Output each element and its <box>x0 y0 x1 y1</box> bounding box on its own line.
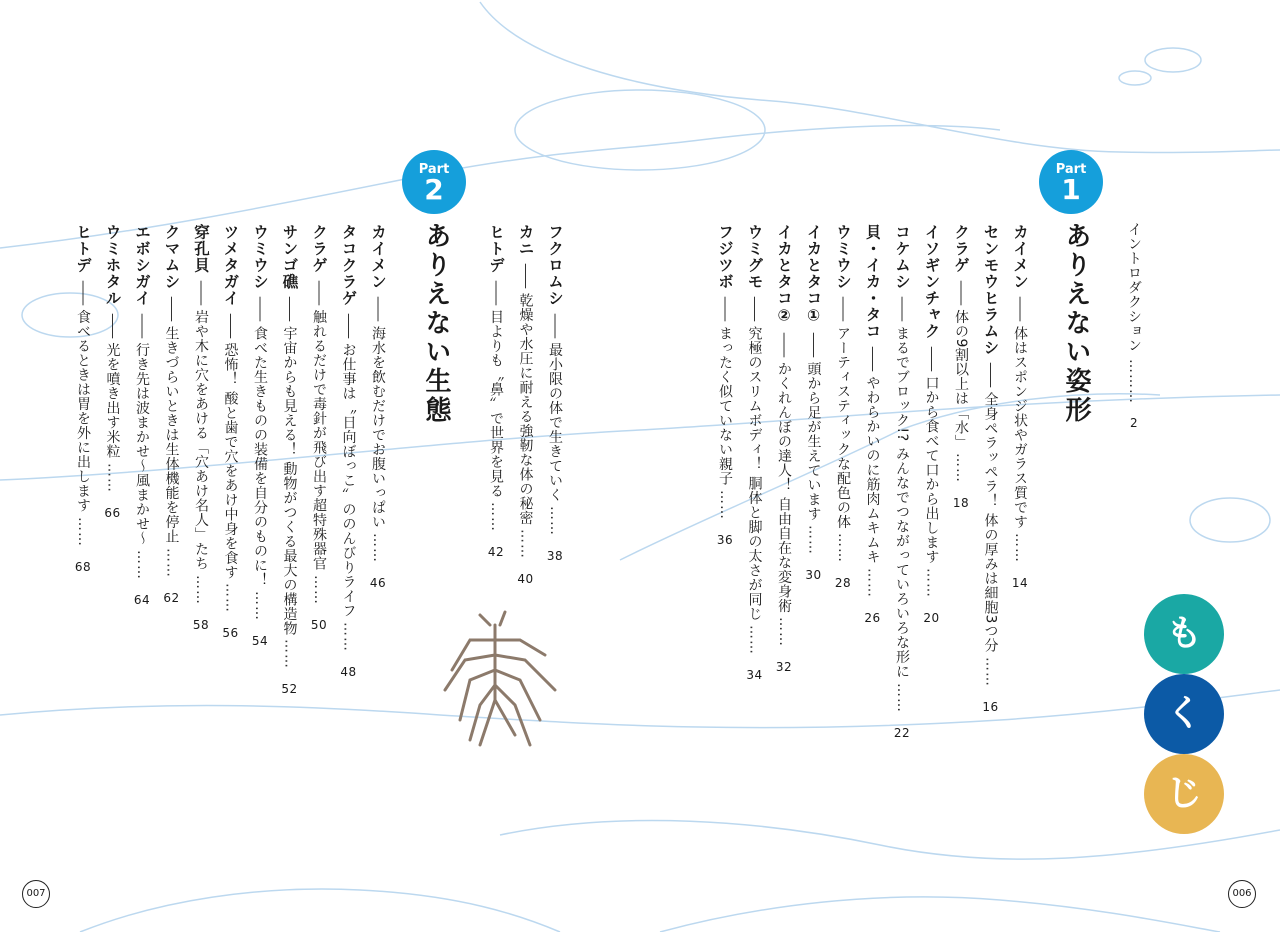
entry-page: 66 <box>104 505 121 520</box>
toc-entry[interactable] <box>103 224 123 523</box>
entry-subtitle: 食べた生きものの装備を自分のものに！ <box>252 326 268 587</box>
entry-leader: …… <box>340 622 357 652</box>
entry-dash: —— <box>252 296 268 320</box>
intro-title: イントロダクション <box>1126 222 1142 353</box>
part-label: Part <box>418 162 450 177</box>
entry-subtitle: 究極のスリムボディ！ 胴体と脚の太さが同じ <box>746 326 763 621</box>
entry-subtitle: 行き先は波まかせ〜風まかせ〜 <box>134 342 150 546</box>
entry-page: 48 <box>340 665 357 679</box>
entry-subtitle: まったく似ていない親子 <box>717 326 733 486</box>
entry-leader: …… <box>517 529 534 559</box>
entry-dash: —— <box>864 345 881 370</box>
entry-leader: …… <box>835 533 851 563</box>
entry-leader: …… <box>547 506 563 536</box>
entry-leader: …… <box>134 549 150 580</box>
entry-page: 34 <box>746 667 763 682</box>
entry-leader: …… <box>776 616 792 647</box>
entry-title: ヒトデ <box>74 224 92 274</box>
entry-dash: —— <box>222 312 239 337</box>
entry-title: タコクラゲ <box>339 224 358 307</box>
entry-title: ウミグモ <box>745 224 764 290</box>
entry-page: 14 <box>1011 576 1029 590</box>
folio-left: 007 <box>22 880 50 908</box>
entry-subtitle: アーティスティックな配色の体 <box>835 326 851 529</box>
toc-entry[interactable] <box>774 224 794 677</box>
part-label: Part <box>1055 162 1087 177</box>
entry-dash: —— <box>805 331 822 356</box>
entry-page: 22 <box>893 725 911 740</box>
entry-leader: …… <box>75 516 91 547</box>
folio-right: 006 <box>1228 880 1256 908</box>
entry-page: 32 <box>775 659 793 674</box>
entry-page: 54 <box>251 634 269 648</box>
toc-entry[interactable] <box>191 224 211 635</box>
entry-dash: —— <box>193 279 209 304</box>
entry-page: 52 <box>281 682 298 697</box>
intro-entry[interactable] <box>1124 222 1144 430</box>
entry-title: クラゲ <box>310 224 328 274</box>
wave-bubble <box>1119 71 1151 85</box>
toc-entry[interactable] <box>863 224 883 628</box>
entry-dash: —— <box>717 296 733 320</box>
entry-page: 20 <box>923 611 940 625</box>
entry-subtitle: 岩や木に穴をあける「穴あけ名人」たち <box>193 309 209 571</box>
entry-dash: —— <box>953 279 969 304</box>
entry-leader: …… <box>488 502 504 532</box>
entry-dash: —— <box>340 312 357 337</box>
toc-entry[interactable] <box>309 224 329 635</box>
toc-entry[interactable] <box>892 224 912 743</box>
entry-dash: —— <box>982 362 999 386</box>
entry-subtitle: 体の9割以上は「水」 <box>953 309 969 450</box>
toc-entry[interactable] <box>280 224 300 699</box>
entry-dash: —— <box>746 296 763 320</box>
wave-line <box>0 690 1280 728</box>
entry-subtitle: 海水を飲むだけでお腹いっぱい <box>370 326 386 529</box>
entry-leader: …… <box>222 583 239 614</box>
toc-entry[interactable] <box>516 224 536 589</box>
entry-leader: …… <box>370 533 386 563</box>
toc-entry[interactable] <box>339 224 359 682</box>
entry-page: 46 <box>369 576 387 590</box>
entry-dash: —— <box>517 263 534 287</box>
entry-leader: …… <box>864 568 881 598</box>
toc-entry[interactable] <box>73 224 93 577</box>
part2-heading: ありえない生態 <box>421 222 451 425</box>
entry-page: 68 <box>74 559 92 574</box>
entry-dash: —— <box>923 345 940 370</box>
entry-title: クマムシ <box>162 224 181 290</box>
entry-leader: …… <box>104 462 121 493</box>
wave-line <box>80 889 560 932</box>
entry-subtitle: 目よりも〝鼻〟で世界を見る <box>488 309 504 498</box>
entry-title: コケムシ <box>893 224 911 290</box>
toc-entry[interactable] <box>745 224 765 685</box>
entry-title: ツメタガイ <box>221 224 240 307</box>
toc-title-mo: も <box>1144 594 1224 674</box>
entry-leader: …… <box>252 591 268 621</box>
entry-title: エボシガイ <box>133 224 151 307</box>
entry-leader: …… <box>1012 533 1028 563</box>
entry-page: 36 <box>716 532 734 547</box>
entry-title: ウミウシ <box>834 224 852 290</box>
toc-entry[interactable] <box>132 224 152 610</box>
entry-subtitle: 体はスポンジ状やガラス質です <box>1012 326 1028 529</box>
entry-leader: …… <box>163 547 180 578</box>
entry-subtitle: 触れるだけで毒針が飛び出す超特殊器官 <box>311 309 327 571</box>
toc-entry[interactable] <box>715 224 735 550</box>
entry-title: カニ <box>516 224 535 257</box>
toc-entry[interactable] <box>1010 224 1030 593</box>
entry-subtitle: お仕事は〝日向ぼっこ〟ののんびりライフ <box>340 342 357 618</box>
sea-spider-illustration <box>445 612 555 745</box>
toc-entry[interactable] <box>804 224 824 585</box>
toc-entry[interactable] <box>250 224 270 651</box>
toc-entry[interactable] <box>368 224 388 593</box>
entry-page: 30 <box>805 568 822 582</box>
toc-entry[interactable] <box>486 224 506 562</box>
toc-entry[interactable] <box>833 224 853 593</box>
entry-dash: —— <box>547 312 563 337</box>
entry-title: カイメン <box>369 224 387 290</box>
entry-page: 42 <box>487 545 505 559</box>
entry-dash: —— <box>311 279 327 304</box>
entry-dash: —— <box>776 331 792 356</box>
entry-title: サンゴ礁 <box>280 224 299 290</box>
entry-page: 58 <box>192 617 210 632</box>
toc-entry[interactable] <box>951 224 971 513</box>
entry-subtitle: 乾燥や水圧に耐える強靭な体の秘密 <box>517 293 534 525</box>
toc-entry[interactable] <box>981 224 1001 717</box>
entry-subtitle: やわらかいのに筋肉ムキムキ <box>864 375 881 564</box>
entry-title: ヒトデ <box>487 224 505 274</box>
entry-page: 16 <box>982 699 999 714</box>
entry-title: センモウヒラムシ <box>981 224 1000 356</box>
entry-page: 40 <box>517 572 534 586</box>
entry-page: 28 <box>834 576 852 590</box>
entry-subtitle: かくれんぼの達人！ 自由自在な変身術 <box>776 361 792 613</box>
part-number: 2 <box>424 173 444 206</box>
entry-leader: …… <box>193 574 209 605</box>
entry-dash: —— <box>370 296 386 320</box>
entry-page: 56 <box>222 626 239 641</box>
entry-title: 貝・イカ・タコ <box>863 224 882 340</box>
entry-leader: …… <box>746 624 763 655</box>
entry-page: 18 <box>952 496 970 511</box>
entry-subtitle: 食べるときは胃を外に出します <box>75 309 91 513</box>
entry-page: 38 <box>546 549 564 563</box>
entry-page: 50 <box>310 617 328 632</box>
entry-subtitle: 宇宙からも見える！ 動物がつくる最大の構造物 <box>281 326 298 636</box>
entry-dash: —— <box>1012 296 1028 320</box>
entry-page: 64 <box>133 592 151 607</box>
entry-title: ウミウシ <box>251 224 269 290</box>
wave-bubble <box>1145 48 1201 72</box>
part-number: 1 <box>1061 173 1081 206</box>
toc-title-ku: く <box>1144 674 1224 754</box>
entry-title: ウミホタル <box>103 224 122 307</box>
entry-dash: —— <box>835 296 851 320</box>
toc-entry[interactable] <box>545 224 565 566</box>
entry-leader: …… <box>281 639 298 670</box>
entry-leader: …… <box>953 453 969 484</box>
wave-line <box>480 2 1280 153</box>
entry-subtitle: 恐怖！ 酸と歯で穴をあけ中身を食す <box>222 342 239 580</box>
entry-subtitle: まるでブロック!? みんなでつながっていろいろな形に <box>894 326 910 679</box>
entry-dash: —— <box>281 296 298 320</box>
entry-leader: …… <box>717 489 733 520</box>
entry-leader: …… <box>805 525 822 555</box>
entry-dash: —— <box>894 296 910 320</box>
toc-entry[interactable] <box>922 224 942 628</box>
entry-title: フジツボ <box>716 224 734 290</box>
entry-subtitle: 最小限の体で生きていく <box>547 342 563 502</box>
entry-leader: …… <box>894 682 910 713</box>
entry-title: 穿孔貝 <box>192 224 210 274</box>
entry-title: イカとタコ① <box>804 224 823 326</box>
entry-leader: …… <box>311 574 327 605</box>
toc-title-ji: じ <box>1144 754 1224 834</box>
entry-leader: …… <box>923 568 940 598</box>
entry-dash: —— <box>75 279 91 304</box>
entry-page: 62 <box>163 590 180 605</box>
wave-bubble <box>515 90 765 170</box>
entry-title: フクロムシ <box>546 224 564 307</box>
wave-line <box>660 897 1220 932</box>
intro-page: 2 <box>1129 415 1139 430</box>
entry-dash: —— <box>104 312 121 337</box>
toc-entry[interactable] <box>221 224 241 643</box>
entry-dash: —— <box>163 296 180 320</box>
entry-title: イカとタコ② <box>775 224 793 326</box>
entry-subtitle: 全身ペラッペラ！ 体の厚みは細胞3つ分 <box>982 392 999 653</box>
entry-title: クラゲ <box>952 224 970 274</box>
entry-dash: —— <box>134 312 150 337</box>
toc-entry[interactable] <box>162 224 182 608</box>
entry-subtitle: 光を噴き出す米粒 <box>104 342 121 459</box>
entry-page: 26 <box>864 611 881 625</box>
part1-heading: ありえない姿形 <box>1061 222 1091 425</box>
entry-dash: —— <box>488 279 504 304</box>
entry-subtitle: 生きづらいときは生体機能を停止 <box>163 326 180 544</box>
entry-leader: …… <box>982 656 999 687</box>
part2-badge <box>402 150 466 214</box>
entry-title: カイメン <box>1011 224 1029 290</box>
part1-badge <box>1039 150 1103 214</box>
entry-subtitle: 頭から足が生えています <box>805 361 822 521</box>
wave-bubble <box>1190 498 1270 542</box>
entry-title: イソギンチャク <box>922 224 941 340</box>
entry-subtitle: 口から食べて口から出します <box>923 375 940 564</box>
intro-leader: ……… <box>1126 358 1142 404</box>
